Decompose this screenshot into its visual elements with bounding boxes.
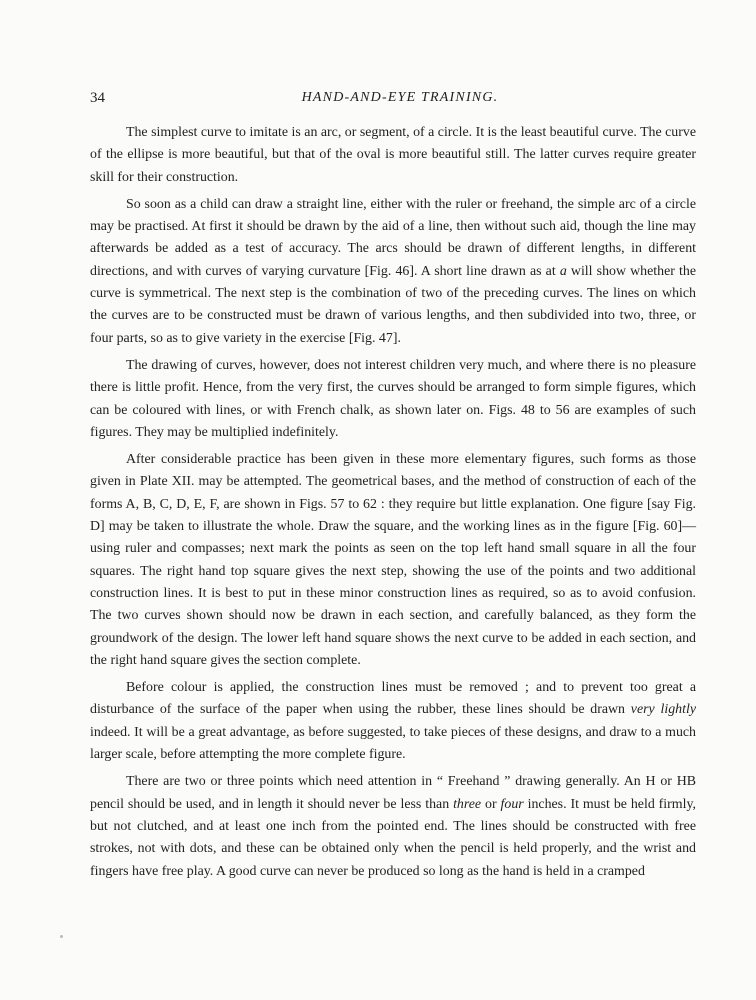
italic-three: three — [453, 796, 482, 812]
scan-speck — [60, 935, 63, 938]
page-header — [90, 90, 710, 112]
page-number: 34 — [90, 90, 105, 106]
paragraph-6: There are two or three points which need attention in “ Freehand ” drawing generally. An H or HB pencil should be used, and in length it should never be less than three or four inches. It must be held firmly, but not clutched, and at least one inch from the pointed end. The lines should be constructed with free strokes, not with dots, and these can be obtained only when the pencil is held properly, and the wrist and fingers have free play. A good curve can never be produced so long as the hand is held in a cramped — [90, 774, 696, 879]
italic-letter-a: a — [559, 263, 567, 279]
italic-very-lightly: very lightly — [630, 702, 696, 718]
italic-four: four — [500, 796, 524, 812]
paragraph-1: The simplest curve to imitate is an arc, or segment, of a circle. It is the least beautiful curve. The curve of the ellipse is more beautiful, but that of the oval is more beautiful still. The latter curves require greater skill for their construction. — [90, 125, 696, 185]
paragraph-3: The drawing of curves, however, does not interest children very much, and where there is no pleasure there is little profit. Hence, from the very first, the curves should be arranged to form simple figures, which can be coloured with lines, or with French chalk, as shown later on. Figs. 48 to 56 are examples of such figures. They may be multiplied indefinitely. — [90, 357, 696, 440]
paragraph-5: Before colour is applied, the construction lines must be removed ; and to prevent too great a disturbance of the surface of the paper when using the rubber, these lines should be drawn very lightly indeed. It will be a great advantage, as before suggested, to take pieces of these designs, and draw to a much larger scale, before attempting the more complete figure. — [90, 680, 696, 763]
body-text — [90, 122, 696, 883]
running-head: HAND-AND-EYE TRAINING. — [301, 90, 499, 105]
paragraph-2: So soon as a child can draw a straight line, either with the ruler or freehand, the simple arc of a circle may be practised. At first it should be drawn by the aid of a line, then without such aid, though the line may afterwards be added as a test of accuracy. The arcs should be drawn of different lengths, in different directions, and with curves of varying curvature [Fig. 46]. A short line drawn as at a will show whether the curve is symmetrical. The next step is the combination of two of the preceding curves. The lines on which the curves are to be constructed must be drawn of various lengths, and then subdivided into two, three, or four parts, so as to give variety in the exercise [Fig. 47]. — [90, 196, 696, 346]
paragraph-4: After considerable practice has been given in these more elementary figures, such forms as those given in Plate XII. may be attempted. The geometrical bases, and the method of construction of each of the forms A, B, C, D, E, F, are shown in Figs. 57 to 62 : they require but little explanation. One figure [say Fig. D] may be taken to illustrate the whole. Draw the square, and the working lines as in the figure [Fig. 60]—using ruler and compasses; next mark the points as seen on the top left hand small square in all the four squares. The right hand top square gives the next step, showing the use of the points and two additional construction lines. It is best to put in these minor construction lines as required, so as to avoid confusion. The two curves shown should now be drawn in each section, and carefully balanced, as they form the groundwork of the design. The lower left hand square shows the next curve to be added in each section, and the right hand square gives the section complete. — [90, 452, 696, 668]
